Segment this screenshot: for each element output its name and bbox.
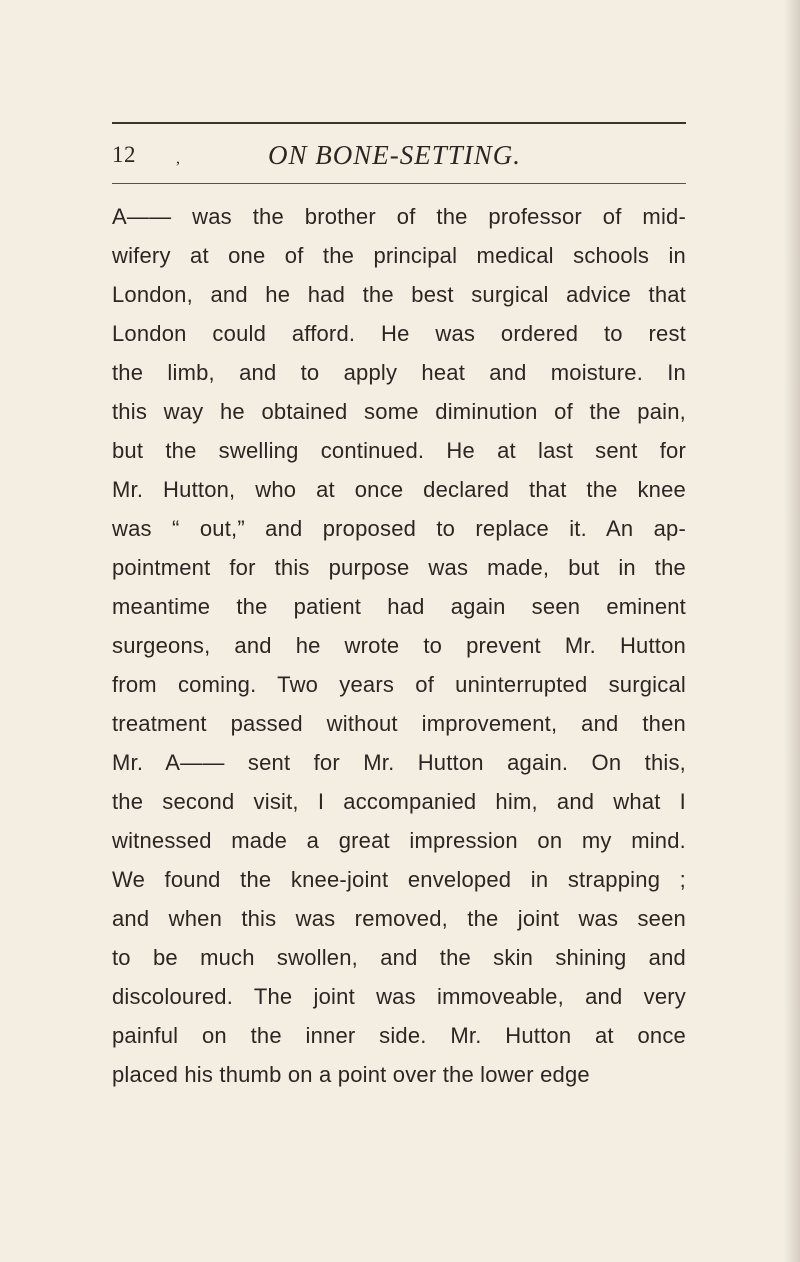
text-line: We found the knee-joint enveloped in strapping ; bbox=[112, 867, 686, 892]
text-line: the second visit, I accompanied him, and what I bbox=[112, 789, 686, 814]
text-line: London could afford. He was ordered to rest bbox=[112, 321, 686, 346]
body-text bbox=[112, 197, 686, 1094]
text-line: Mr. A—— sent for Mr. Hutton again. On this, bbox=[112, 750, 686, 775]
text-line: Mr. Hutton, who at once declared that the knee bbox=[112, 477, 686, 502]
text-line: to be much swollen, and the skin shining and bbox=[112, 945, 686, 970]
text-line: meantime the patient had again seen eminent bbox=[112, 594, 686, 619]
text-line: treatment passed without improvement, and then bbox=[112, 711, 686, 736]
header-separator: , bbox=[176, 150, 180, 167]
text-line: from coming. Two years of uninterrupted surgical bbox=[112, 672, 686, 697]
header-rule-bottom bbox=[112, 183, 686, 184]
text-line: this way he obtained some diminution of the pain, bbox=[112, 399, 686, 424]
text-line: surgeons, and he wrote to prevent Mr. Hutton bbox=[112, 633, 686, 658]
text-line: wifery at one of the principal medical schools in bbox=[112, 243, 686, 268]
page-edge-shadow bbox=[784, 0, 800, 1262]
text-line: but the swelling continued. He at last sent for bbox=[112, 438, 686, 463]
page-number: 12 bbox=[112, 142, 136, 167]
text-line: the limb, and to apply heat and moisture. In bbox=[112, 360, 686, 385]
text-line: and when this was removed, the joint was seen bbox=[112, 906, 686, 931]
text-line: London, and he had the best surgical advice that bbox=[112, 282, 686, 307]
header-rule-top bbox=[112, 122, 686, 124]
text-line: was “ out,” and proposed to replace it. An ap- bbox=[112, 516, 686, 541]
text-line: discoloured. The joint was immoveable, and very bbox=[112, 984, 686, 1009]
running-head bbox=[112, 139, 686, 171]
text-line: placed his thumb on a point over the lower edge bbox=[112, 1062, 590, 1087]
text-line: witnessed made a great impression on my mind. bbox=[112, 828, 686, 853]
text-line: A—— was the brother of the professor of mid- bbox=[112, 204, 686, 229]
text-line: pointment for this purpose was made, but in the bbox=[112, 555, 686, 580]
running-title: ON BONE-SETTING. bbox=[268, 140, 522, 170]
text-line: painful on the inner side. Mr. Hutton at once bbox=[112, 1023, 686, 1048]
